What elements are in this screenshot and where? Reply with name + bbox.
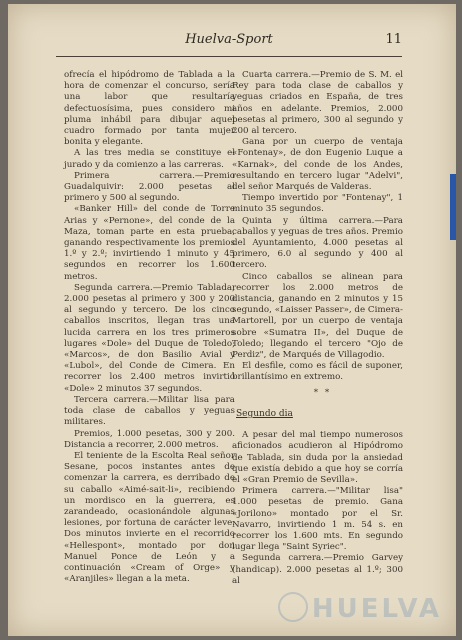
paragraph: El desfile, como es fácil de suponer, brillantísimo en extremo. <box>232 361 403 383</box>
paragraph: Tiempo invertido por "Fontenay", 1 minuto 35 segundos. <box>232 193 403 215</box>
page-header <box>56 26 402 57</box>
paragraph: Gana por un cuerpo de ventaja «Fontenay», de don Eugenio Luque a «Karnak», del conde de los Andes, resultando en tercero lugar "Adelvi", del señor Marqués de Valderas. <box>232 137 403 193</box>
watermark: HUELVA <box>311 594 442 624</box>
section-heading: Segundo dia <box>236 408 293 419</box>
paragraph: «Banker Hill» del conde de Torre Arias y «Pernone», del conde de la Maza, toman parte en esta prueba, ganando respectivamente los premios 1.º y 2.º; invirtiendo 1 minuto y 45 segundos en recorrer los 1.600 metros. <box>64 204 235 282</box>
paragraph: Primera carrera.—"Militar lisa" 1.000 pesetas de premio. Gana «Jorilono» montado por el Sr. Navarro, invirtiendo 1 m. 54 s. en recorrer los 1.600 mts. En segundo lugar llega "Saint Syriec". <box>232 486 403 553</box>
right-column <box>232 70 403 587</box>
binding-tab <box>450 174 456 240</box>
paragraph: Cinco caballos se alinean para recorrer los 2.000 metros de distancia, ganando en 2 minutos y 15 segundo, «Laisser Passer», de Cimera-Martorell, por un cuerpo de ventaja sobre «Sumatra II», del Duque de Toledo; llegando el tercero "Ojo de Perdiz", de Marqués de Villagodio. <box>232 271 403 361</box>
paragraph: Primera carrera.—Premio Guadalquivir: 2.000 pesetas al primero y 500 al segundo. <box>64 170 235 204</box>
watermark-emblem-icon <box>278 592 308 622</box>
paragraph: Cuarta carrera.—Premio de S. M. el Rey para toda clase de caballos y yeguas criados en España, de tres años en adelante. Premios, 2.000 pesetas al primero, 300 al segundo y 200 al tercero. <box>232 70 403 137</box>
paragraph: A pesar del mal tiempo numerosos aficionados acudieron al Hipódromo de Tablada, sin duda por la ansiedad que existía debido a que hoy se corría el «Gran Premio de Sevilla». <box>232 430 403 485</box>
page-number: 11 <box>385 32 402 47</box>
paragraph: Segunda carrera.—Premio Garvey (handicap). 2.000 pesetas al 1.º; 300 al <box>232 553 403 586</box>
paragraph: El teniente de la Escolta Real señor Sesane, pocos instantes antes de comenzar la carrera, es derribado de su caballo «Aimé-sait-li», recibiendo un mordisco en la guerrera, es zarandeado, ocasionándole algunas lesiones, por fortuna de carácter leve. Dos minutos invierte en el recorrido «Hellespont», montado por don Manuel Ponce de León y a continuación «Cream of Orge» y «Aranjiles» llegan a la meta. <box>64 450 235 585</box>
section-separator: * * <box>313 387 332 398</box>
paragraph: Premios, 1.000 pesetas, 300 y 200. Distancia a recorrer, 2.000 metros. <box>64 428 235 450</box>
paragraph: Tercera carrera.—Militar lisa para toda clase de caballos y yeguas militares. <box>64 394 235 428</box>
paragraph: Quinta y última carrera.—Para caballos y yeguas de tres años. Premio del Ayuntamiento, 4.000 pesetas al primero, 6.0 al segundo y 400 al tercero. <box>232 215 403 271</box>
magazine-title: Huelva-Sport <box>185 32 273 47</box>
left-column <box>64 70 235 585</box>
paragraph: ofrecía el hipódromo de Tablada a la hora de comenzar el concurso, sería una labor que resultaría defectuosísima, pues considero mi pluma inhábil para dibujar aquel cuadro formado por tanta mujer bonita y elegante. <box>64 70 235 148</box>
paragraph: A las tres media se constituye el jurado y da comienzo a las carreras. <box>64 148 235 170</box>
document-page <box>8 4 456 636</box>
paragraph: Segunda carrera.—Premio Tablada; 2.000 pesetas al primero y 300 y 200 al segundo y tercero. De los cinco caballos inscritos, llegan tras una lucida carrera en los tres primeros lugares «Dole» del Duque de Toledo; «Marcos», de don Basilio Avial y «Lubol», del Conde de Cimera. En recorrer los 2.400 metros invirtió «Dole» 2 minutos 37 segundos. <box>64 282 235 394</box>
